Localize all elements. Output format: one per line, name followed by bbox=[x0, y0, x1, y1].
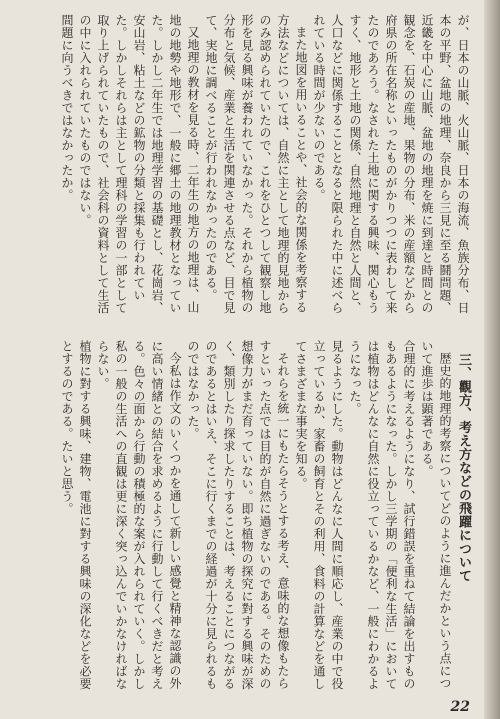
bottom-paragraph-4: それらを統一にもたらそうとする考え、意味的な想像もたらすといった点では目的が自然に過ぎないのである。そのための想像力がまだ育っていない。即ち植物の探究に對する興味が深く、類別したり探求したりすることは、考えることにつながるのであるとはいえ、そこに行くまでの経過が十分に見られるものではなかった。 bbox=[186, 340, 290, 690]
top-paragraph-4: 間題に向うべきではなかったか。 bbox=[60, 14, 74, 202]
top-paragraph-3: 又地理の教材を見る時、二年生の地方の地理は、山地の地勢や地形で、一般に郷土の地理教材となっていた。しかし二年生では地理学習の基礎とし、花崗岩、安山岩、粘土などの鉱物の分類と採集も行われていた。しかしそれらは主として理科の学習の一部として取り上げられていたもので、社会科の資料として生活の中に入れられていたものではない。 bbox=[78, 14, 200, 314]
top-text-block bbox=[10, 14, 472, 322]
bottom-paragraph-2: 合理的に考えるようになり、試行錯誤を重ねて結論を出すものもあるようになった。しかし三学期の「便利な生活」においては植物はどんなに自然に役立っているかなど、一般にわかるようになった。 bbox=[348, 340, 416, 690]
bottom-paragraph-6: 植物に對する興味、建物、電池に對する興味の深化などを必要とするのである。たいと思う。 bbox=[60, 340, 92, 690]
section-heading: 三、觀方、考え方などの飛躍について bbox=[456, 353, 471, 583]
top-paragraph-1: が、日本の山脈、火山脈、日本の海流、魚族分布、日本の平野、盆地の地理、奈良から三見に至る鬪問題、近畿を中心に山脈、盆地の地理を焼に到達と時間との観念を、石炭の産地、果物の分布、米の産額などから府県の所在名称といったものがかりつつに表わして来たのであろう。なされた土地に関する興味、関心もうすく、地形と土地の関係、自然地理と自然と人間と、人口などに関係することとなると限られた中に述べられている時間が少ないのである。 bbox=[312, 14, 470, 314]
page-number: 22 bbox=[450, 699, 470, 715]
bottom-paragraph-5: 今私は作文のいくつかを通して新しい感覺と精神な認識の外に高い情緒との結合を求めるように行動して行くべきだと考える。色々の面から行動の積極的な案が入れられていく。しかし私の一般の生活への直観は更に深く突っ込んでいかなければならない。 bbox=[96, 340, 182, 690]
top-paragraph-2: また地図を用いることや、社会的な関係を考察する方法などについては、自然に主として地理的見地からのみ認められていたので、これをひとつして観察し地形を見る興味が養われていなかった。それから植物の分布と気候、産業と生活を関連させる点など、目で見て、実地に調べることが行われなかったのである。 bbox=[204, 14, 308, 314]
book-gutter bbox=[484, 0, 500, 719]
bottom-paragraph-3: 見るようにした。動物はどんなに人間に順応し、産業の中で役立っているか、家畜の飼育とその利用、食料の計算などを通してさまざまな事実を知る。 bbox=[294, 340, 344, 690]
bottom-paragraph-1: 歴史的地理的考察についてどのように進んだかという点について進歩は顕著である。 bbox=[420, 340, 452, 690]
bottom-text-block bbox=[10, 340, 472, 700]
